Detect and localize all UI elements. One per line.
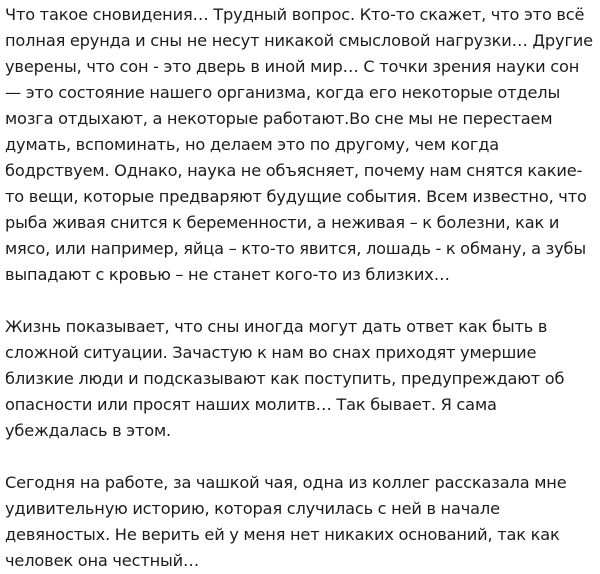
paragraph-dreams-intro: Что такое сновидения… Трудный вопрос. Кто-то скажет, что это всё полная ерунда и сны не несут никакой смысловой нагрузки… Другие уверены, что сон - это дверь в иной мир… С точки зрения науки сон — это состояние нашего организма, когда его некоторые отделы мозга отдыхают, а некоторые работают.Во сне мы не перестаем думать, вспоминать, но делаем это по другому, чем когда бодрствуем. Однако, наука не объясняет, почему нам снятся какие-то вещи, которые предваряют будущие события. Всем известно, что рыба живая снится к беременности, а неживая – к болезни, как и мясо, или например, яйца – кто-то явится, лошадь - к обману, а зубы выпадают с кровью – не станет кого-то из близких…: [5, 5, 593, 284]
paragraph-dreams-advice: Жизнь показывает, что сны иногда могут дать ответ как быть в сложной ситуации. Зачастую к нам во снах приходят умершие близкие люди и подсказывают как поступить, предупреждают об опасности или просят наших молитв… Так бывает. Я сама убеждалась в этом.: [5, 317, 565, 440]
paragraph-colleague-story: Сегодня на работе, за чашкой чая, одна из коллег рассказала мне удивительную историю, которая случилась с ней в начале девяностых. Не верить ей у меня нет никаких оснований, так как человек она честный…: [5, 473, 567, 570]
article-body: [5, 2, 595, 574]
